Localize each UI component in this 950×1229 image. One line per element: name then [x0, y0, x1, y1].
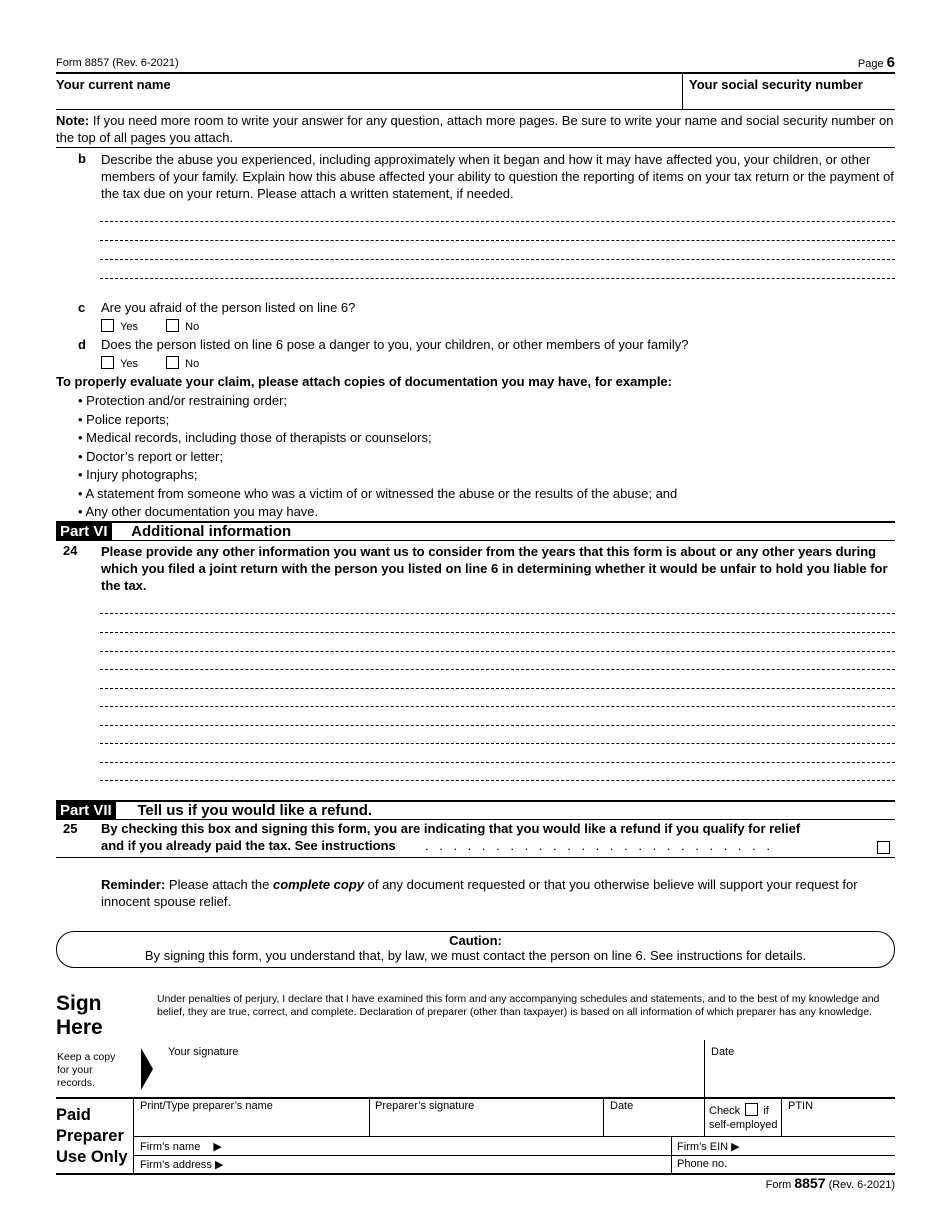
documentation-item: • A statement from someone who was a victim of or witnessed the abuse or the results of the abuse; and [78, 486, 678, 501]
self-employed-checkbox[interactable] [745, 1103, 758, 1116]
signature-arrow-icon [139, 1048, 155, 1090]
part-6-label: Part VI [56, 523, 112, 540]
answer-line-24[interactable] [100, 669, 895, 670]
firm-ein-field[interactable] [745, 1137, 895, 1154]
footer-form-id: Form 8857 (Rev. 6-2021) [765, 1175, 895, 1191]
sign-date-field[interactable] [706, 1042, 895, 1096]
refund-checkbox[interactable] [877, 841, 890, 854]
question-d-letter: d [78, 337, 86, 352]
answer-line-b[interactable] [100, 221, 895, 222]
preparer-signature-field[interactable] [371, 1099, 602, 1135]
preparer-date-field[interactable] [605, 1099, 703, 1135]
ptin-label: PTIN [788, 1100, 814, 1112]
part-6-title: Additional information [131, 523, 292, 540]
preparer-date-label: Date [610, 1100, 634, 1112]
line-25-text-2: and if you already paid the tax. See instructions [101, 838, 396, 853]
question-c-no-checkbox[interactable] [166, 319, 179, 332]
line-25-text-1: By checking this box and signing this form, you are indicating that you would like a refund if you qualify for relief [101, 821, 801, 836]
current-name-label: Your current name [56, 77, 171, 92]
signature-field[interactable] [158, 1042, 703, 1096]
part-6-heading [56, 523, 291, 540]
part-7-label: Part VII [56, 802, 116, 819]
question-c-options: Yes No [101, 319, 199, 333]
page-number: Page 6 [857, 54, 895, 71]
question-b-text: Describe the abuse you experienced, including approximately when it began and how it may have affected you, your children, or other members of your family. Explain how this abuse affected your ability to question the reporting of items on your tax return or the payment of the tax due on your return. Please attach a written statement, if needed. [101, 152, 894, 201]
question-d-options: Yes No [101, 356, 199, 370]
answer-line-24[interactable] [100, 706, 895, 707]
line-24-text: Please provide any other information you want us to consider from the years that this form is about or any other years during which you filed a joint return with the person you listed on line 6 in determining whether it would be unfair to hold you liable for the tax. [101, 544, 888, 593]
question-d-text: Does the person listed on line 6 pose a danger to you, your children, or other members of your family? [101, 337, 689, 352]
question-b-letter: b [78, 151, 86, 166]
caution-text: By signing this form, you understand that, by law, we must contact the person on line 6. See instructions for details. [144, 948, 807, 963]
answer-line-24[interactable] [100, 743, 895, 744]
answer-line-b[interactable] [100, 278, 895, 279]
firm-name-field[interactable] [215, 1137, 669, 1154]
line-25-number: 25 [63, 821, 78, 836]
answer-line-b[interactable] [100, 259, 895, 260]
firm-address-label: Firm’s address ▶ [140, 1159, 224, 1171]
firm-address-field[interactable] [230, 1156, 669, 1173]
answer-line-24[interactable] [100, 613, 895, 614]
sign-here-title: Sign Here [56, 992, 103, 1039]
reminder: Reminder: Please attach the complete copy of any document requested or that you otherwise believe will support your request for innocent spouse relief. [101, 877, 858, 909]
documentation-item: • Doctor’s report or letter; [78, 449, 223, 464]
sign-date-label: Date [711, 1046, 735, 1058]
current-name-field[interactable] [56, 74, 682, 108]
documentation-item: • Police reports; [78, 412, 170, 427]
form-revision-label: Form 8857 (Rev. 6-2021) [56, 57, 179, 69]
ssn-label: Your social security number [689, 77, 863, 92]
firm-ein-label: Firm’s EIN ▶ [677, 1141, 740, 1153]
line-24-number: 24 [63, 543, 78, 558]
preparer-name-field[interactable] [135, 1099, 367, 1135]
firm-name-arrow-icon: ▶ [213, 1141, 222, 1153]
phone-field[interactable] [735, 1156, 895, 1173]
question-d-no-checkbox[interactable] [166, 356, 179, 369]
question-c-letter: c [78, 300, 86, 315]
note: Note: If you need more room to write your answer for any question, attach more pages. Be sure to write your name and social security number on the top of all pages you attach. [56, 113, 894, 145]
perjury-statement: Under penalties of perjury, I declare that I have examined this form and any accompanying schedules and statements, and to the best of my knowledge and belief, they are true, correct, and complete. Declaration of preparer (other than taxpayer) is based on all information of which preparer has any knowledge. [157, 993, 880, 1018]
answer-line-24[interactable] [100, 762, 895, 763]
leader-dots: . . . . . . . . . . . . . . . . . . . . . . . . . [425, 838, 774, 853]
documentation-item: • Protection and/or restraining order; [78, 393, 288, 408]
documentation-heading: To properly evaluate your claim, please attach copies of documentation you may have, for example: [56, 374, 672, 389]
self-employed-check: Check if self-employed [709, 1105, 778, 1131]
documentation-item: • Injury photographs; [78, 467, 198, 482]
ssn-field[interactable] [684, 74, 895, 108]
keep-copy-note: Keep a copy for your records. [57, 1051, 116, 1089]
part-7-heading [56, 802, 372, 819]
firm-name-label: Firm’s name ▶ [140, 1141, 222, 1153]
question-c-yes-checkbox[interactable] [101, 319, 114, 332]
answer-line-24[interactable] [100, 651, 895, 652]
answer-line-24[interactable] [100, 725, 895, 726]
question-d-yes-checkbox[interactable] [101, 356, 114, 369]
preparer-signature-label: Preparer’s signature [375, 1100, 475, 1112]
answer-line-24[interactable] [100, 632, 895, 633]
caution-title: Caution: [449, 933, 502, 948]
part-7-title: Tell us if you would like a refund. [137, 802, 373, 819]
answer-line-b[interactable] [100, 240, 895, 241]
documentation-item: • Medical records, including those of therapists or counselors; [78, 430, 432, 445]
documentation-item: • Any other documentation you may have. [78, 504, 319, 519]
answer-line-24[interactable] [100, 780, 895, 781]
paid-preparer-title: Paid Preparer Use Only [56, 1106, 128, 1166]
phone-label: Phone no. [677, 1158, 728, 1170]
preparer-name-label: Print/Type preparer’s name [140, 1100, 273, 1112]
question-c-text: Are you afraid of the person listed on line 6? [101, 300, 356, 315]
answer-line-24[interactable] [100, 688, 895, 689]
ptin-field[interactable] [783, 1099, 895, 1135]
signature-label: Your signature [168, 1046, 239, 1058]
